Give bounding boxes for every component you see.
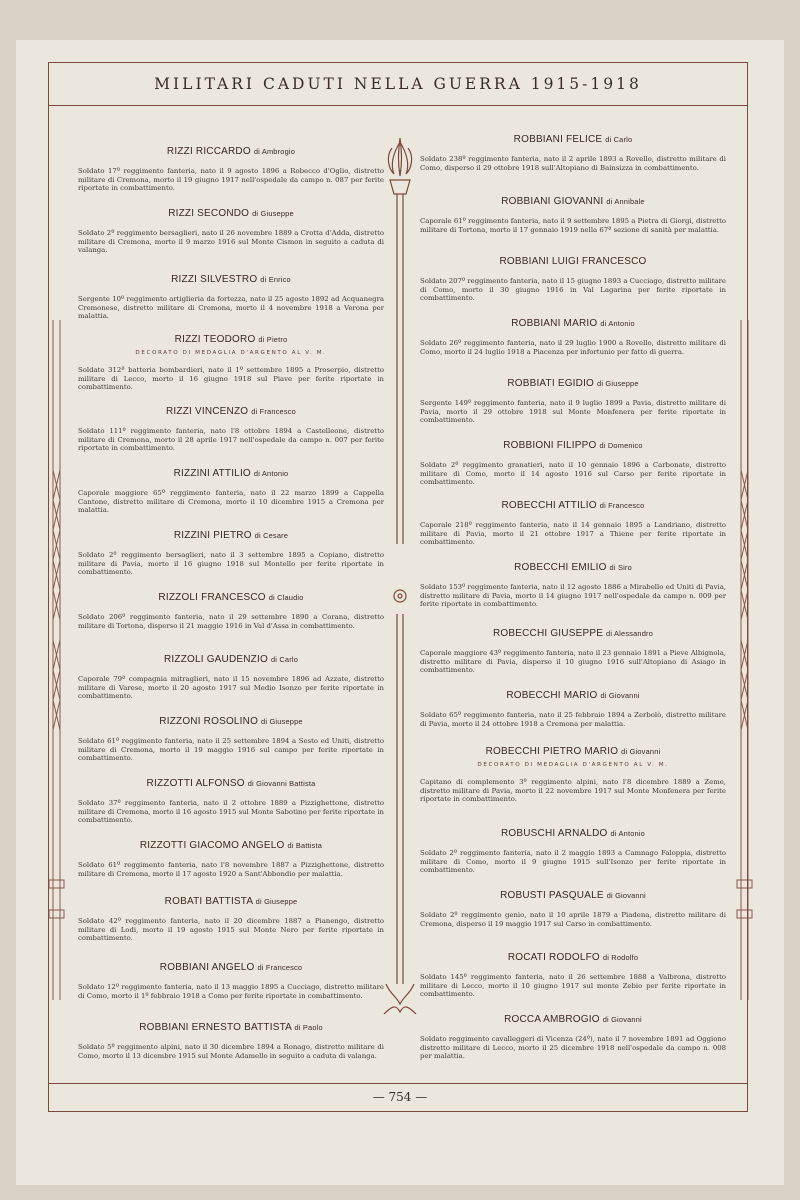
soldier-name: ROBBIATI EGIDIO: [507, 378, 595, 389]
page-number: — 754 —: [372, 1090, 428, 1104]
father-name: di Antonio: [600, 319, 635, 328]
list-item: [78, 840, 384, 878]
soldier-name: RIZZOLI GAUDENZIO: [163, 654, 268, 665]
father-name: di Giuseppe: [255, 897, 298, 906]
entry-text: Sergente 10º reggimento artiglieria da fortezza, nato il 25 agosto 1892 ad Acquanegra Cremonese, distretto militare di Cremona, morto il 4 novembre 1918 a Verona per malattia.: [78, 295, 384, 321]
soldier-name: ROBBIANI FELICE: [513, 134, 603, 145]
soldier-name: ROBBIONI FILIPPO: [503, 440, 597, 451]
soldier-name: ROBBIANI ANGELO: [159, 962, 255, 973]
soldier-name: ROBECCHI PIETRO MARIO: [485, 746, 619, 757]
entry-text: Caporale maggiore 43º reggimento fanteria, nato il 23 gennaio 1891 a Pieve Albignola, distretto militare di Pavia, disperso il 10 giugno 1916 sull'Altopiano di Asiago in combattimento.: [420, 649, 726, 675]
decoration-note: DECORATO DI MEDAGLIA D'ARGENTO AL V. M.: [477, 762, 669, 768]
soldier-name: ROBBIANI ERNESTO BATTISTA: [139, 1022, 292, 1033]
list-item: [420, 690, 726, 728]
soldier-name: ROBECCHI EMILIO: [514, 562, 607, 573]
soldier-name: RIZZI VINCENZO: [166, 406, 249, 417]
father-name: di Francesco: [257, 963, 303, 972]
father-name: di Rodolfo: [602, 953, 639, 962]
entry-text: Capitano di complemento 3º reggimento alpini, nato l'8 dicembre 1889 a Zeme, distretto militare di Pavia, morto il 22 novembre 1917 sul Monte Monfenera per ferite riportate in combattimento.: [420, 778, 726, 804]
father-name: di Siro: [609, 563, 632, 572]
father-name: di Francesco: [251, 407, 296, 416]
soldier-name: RIZZOTTI GIACOMO ANGELO: [139, 840, 285, 851]
list-item: [78, 406, 384, 453]
father-name: di Ambrogio: [253, 147, 296, 156]
list-item: [78, 468, 384, 515]
father-name: di Paolo: [294, 1023, 323, 1032]
list-item: [78, 654, 384, 701]
entry-text: Soldato 61º reggimento fanteria, nato il 25 settembre 1894 a Sesto ed Uniti, distretto militare di Cremona, morto il 19 maggio 1916 sul campo per ferite riportate in combattimento.: [78, 737, 384, 763]
father-name: di Giovanni: [602, 1015, 642, 1024]
list-item: [78, 716, 384, 763]
list-item: [78, 1022, 384, 1060]
list-item: [78, 208, 384, 255]
father-name: di Claudio: [268, 593, 304, 602]
soldier-name: ROBECCHI GIUSEPPE: [492, 628, 604, 639]
list-item: [420, 440, 726, 487]
entry-text: Soldato 17º reggimento fanteria, nato il 9 agosto 1896 a Robecco d'Oglio, distretto militare di Cremona, morto il 19 giugno 1917 nell'ospedale da campo n. 087 per ferite riportate in combattimento.: [78, 167, 384, 193]
list-item: [420, 256, 726, 303]
soldier-name: RIZZONI ROSOLINO: [159, 716, 259, 727]
list-item: [420, 196, 726, 234]
entry-text: Soldato 65º reggimento fanteria, nato il 25 febbraio 1894 a Zerbolò, distretto militare di Pavia, morto il 24 ottobre 1918 a Cremona per malattia.: [420, 711, 726, 728]
list-item: [420, 562, 726, 609]
list-item: [420, 378, 726, 425]
entry-text: Soldato 312ª batteria bombardieri, nato il 1º settembre 1895 a Proserpio, distretto militare di Lecco, morto il 16 giugno 1918 sul Piave per ferite riportate in combattimento.: [78, 366, 384, 392]
list-item: [420, 1014, 726, 1061]
soldier-name: RIZZOLI FRANCESCO: [158, 592, 266, 603]
entry-text: Soldato 37º reggimento fanteria, nato il 2 ottobre 1889 a Pizzighettone, distretto militare di Cremona, morto il 16 agosto 1915 sul Monte Sabotino per ferite riportate in combattimento.: [78, 799, 384, 825]
list-item: [78, 274, 384, 321]
father-name: di Antonio: [253, 469, 289, 478]
entry-text: Soldato 2º reggimento bersaglieri, nato il 26 novembre 1889 a Crotta d'Adda, distretto militare di Cremona, morto il 9 marzo 1916 sul Monte Cismon in seguito a caduta di valanga.: [78, 229, 384, 255]
father-name: di Battista: [287, 841, 323, 850]
entry-text: Soldato reggimento cavalleggeri di Vicenza (24º), nato il 7 novembre 1891 ad Oggiono distretto militare di Lecco, morto il 25 dicembre 1918 nell'ospedale da campo n. 008 per malattia.: [420, 1035, 726, 1061]
entry-text: Soldato 153º reggimento fanteria, nato il 12 agosto 1886 a Mirabello ed Uniti di Pavia, distretto militare di Pavia, morto il 14 giugno 1917 nell'ospedale da campo n. 009 per ferite riportate in combattimento.: [420, 583, 726, 609]
father-name: di Pietro: [258, 335, 288, 344]
father-name: di Giuseppe: [261, 717, 303, 726]
entry-text: Soldato 2º reggimento granatieri, nato il 10 gennaio 1896 a Carbonate, distretto militare di Como, morto il 14 agosto 1916 sul Carso per ferite riportate in combattimento.: [420, 461, 726, 487]
list-item: [78, 896, 384, 943]
father-name: di Giovanni: [621, 747, 661, 756]
father-name: di Annibale: [606, 197, 645, 206]
entry-text: Caporale 79ª compagnia mitraglieri, nato il 15 novembre 1896 ad Azzate, distretto militare di Varese, morto il 20 agosto 1917 sul Medio Isonzo per ferite riportate in combattimento.: [78, 675, 384, 701]
list-item: [78, 962, 384, 1000]
entry-text: Soldato 61º reggimento fanteria, nato l'8 novembre 1887 a Pizzighettone, distretto militare di Cremona, morto il 17 agosto 1920 a Sant'Abbondio per malattia.: [78, 861, 384, 878]
list-item: [420, 318, 726, 356]
list-item: [420, 628, 726, 675]
entry-text: Soldato 238º reggimento fanteria, nato il 2 aprile 1893 a Rovello, distretto militare di Como, disperso il 29 ottobre 1918 sull'Altopiano di Bainsizza in combattimento.: [420, 155, 726, 172]
list-item: [78, 592, 384, 630]
soldier-name: RIZZINI PIETRO: [173, 530, 252, 541]
father-name: di Domenico: [599, 441, 643, 450]
father-name: di Cesare: [254, 531, 289, 540]
entry-text: Soldato 207º reggimento fanteria, nato il 15 giugno 1893 a Cucciago, distretto militare di Como, morto il 30 giugno 1916 in Val Lagarina per ferite riportate in combattimento.: [420, 277, 726, 303]
father-name: di Enrico: [260, 275, 291, 284]
entry-text: Caporale maggiore 65º reggimento fanteria, nato il 22 marzo 1899 a Cappella Cantone, distretto militare di Cremona, morto il 10 dicembre 1915 a Cremona per malattia.: [78, 489, 384, 515]
list-item: [420, 952, 726, 999]
page-header: [48, 62, 748, 106]
entry-text: Caporale 218º reggimento fanteria, nato il 14 gennaio 1895 a Landriano, distretto militare di Pavia, morto il 21 ottobre 1917 a Thiene per ferite riportate in combattimento.: [420, 521, 726, 547]
decoration-note: DECORATO DI MEDAGLIA D'ARGENTO AL V. M.: [135, 350, 327, 356]
torch-column-ornament: [380, 134, 420, 1034]
father-name: di Giuseppe: [597, 379, 639, 388]
soldier-name: ROBECCHI ATTILIO: [501, 500, 597, 511]
soldier-name: ROBECCHI MARIO: [506, 690, 598, 701]
soldier-name: RIZZI SILVESTRO: [171, 274, 258, 285]
list-item: [78, 778, 384, 825]
soldier-name: RIZZI SECONDO: [168, 208, 250, 219]
list-item: [420, 134, 726, 172]
father-name: di Alessandro: [606, 629, 654, 638]
entry-text: Soldato 111º reggimento fanteria, nato l'8 ottobre 1894 a Castelleone, distretto militare di Cremona, morto il 28 aprile 1917 nell'ospedale da campo n. 007 per ferite riportate in combattimento.: [78, 427, 384, 453]
entry-text: Soldato 5º reggimento alpini, nato il 30 dicembre 1894 a Ronago, distretto militare di Como, morto il 13 dicembre 1915 sul Monte Adamello in seguito a caduta di valanga.: [78, 1043, 384, 1060]
list-item: [78, 146, 384, 193]
entry-text: Soldato 26º reggimento fanteria, nato il 29 luglio 1900 a Rovello, distretto militare di Como, morto il 24 luglio 1918 a Piacenza per infortunio per fatto di guerra.: [420, 339, 726, 356]
entry-text: Caporale 61º reggimento fanteria, nato il 9 settembre 1895 a Pietra di Giorgi, distretto militare di Tortona, morto il 17 gennaio 1919 nella 67ª sezione di sanità per malattia.: [420, 217, 726, 234]
father-name: di Carlo: [270, 655, 299, 664]
soldier-name: ROBBIANI MARIO: [511, 318, 598, 329]
list-item: [78, 530, 384, 577]
entry-text: Soldato 12º reggimento fanteria, nato il 13 maggio 1895 a Cucciago, distretto militare di Como, morto il 1º febbraio 1918 a Como per ferite riportate in combattimento.: [78, 983, 384, 1000]
list-item: [420, 746, 726, 804]
entry-text: Soldato 2º reggimento genio, nato il 10 aprile 1879 a Piadena, distretto militare di Cremona, disperso il 19 maggio 1917 sul Carso in combattimento.: [420, 911, 726, 928]
soldier-name: RIZZI RICCARDO: [166, 146, 251, 157]
entry-text: Soldato 145º reggimento fanteria, nato il 26 settembre 1888 a Valbrona, distretto militare di Lecco, morto il 10 giugno 1917 sul monte Zebio per ferite riportate in combattimento.: [420, 973, 726, 999]
soldier-name: ROBATI BATTISTA: [164, 896, 253, 907]
father-name: di Giovanni: [606, 891, 646, 900]
father-name: di Antonio: [610, 829, 645, 838]
father-name: di Carlo: [605, 135, 633, 144]
father-name: di Giovanni: [600, 691, 640, 700]
footer-divider: [48, 1083, 748, 1084]
entry-text: Soldato 2º reggimento fanteria, nato il 2 maggio 1893 a Camnago Faloppia, distretto militare di Como, morto il 9 giugno 1915 sull'Isonzo per ferite riportate in combattimento.: [420, 849, 726, 875]
soldier-name: ROBBIANI LUIGI FRANCESCO: [499, 256, 647, 267]
father-name: di Giovanni Battista: [247, 779, 316, 788]
father-name: di Francesco: [599, 501, 645, 510]
entry-text: Soldato 2º reggimento bersaglieri, nato il 3 settembre 1895 a Copiano, distretto militare di Pavia, morto il 16 giugno 1918 sul Montello per ferite riportate in combattimento.: [78, 551, 384, 577]
list-item: [420, 828, 726, 875]
father-name: di Giuseppe: [252, 209, 294, 218]
entry-text: Soldato 206º reggimento fanteria, nato il 29 settembre 1890 a Corana, distretto militare di Tortona, disperso il 21 maggio 1916 in Val d'Assa in combattimento.: [78, 613, 384, 630]
soldier-name: ROCCA AMBROGIO: [504, 1014, 600, 1025]
soldier-name: ROBUSTI PASQUALE: [500, 890, 604, 901]
soldier-name: RIZZINI ATTILIO: [173, 468, 251, 479]
list-item: [420, 890, 726, 928]
soldier-name: ROBUSCHI ARNALDO: [500, 828, 608, 839]
page-title: MILITARI CADUTI NELLA GUERRA 1915-1918: [154, 74, 642, 93]
soldier-name: RIZZOTTI ALFONSO: [146, 778, 245, 789]
entry-text: Soldato 42º reggimento fanteria, nato il 20 dicembre 1887 a Pianengo, distretto militare di Lodi, morto il 19 agosto 1915 sul Monte Nero per ferite riportate in combattimento.: [78, 917, 384, 943]
list-item: [420, 500, 726, 547]
soldier-name: RIZZI TEODORO: [174, 334, 256, 345]
soldier-name: ROBBIANI GIOVANNI: [501, 196, 604, 207]
list-item: [78, 334, 384, 392]
soldier-name: ROCATI RODOLFO: [507, 952, 600, 963]
entry-text: Sergente 149º reggimento fanteria, nato il 9 luglio 1899 a Pavia, distretto militare di Pavia, morto il 29 ottobre 1918 sul Monte Monfenera per ferite riportate in combattimento.: [420, 399, 726, 425]
